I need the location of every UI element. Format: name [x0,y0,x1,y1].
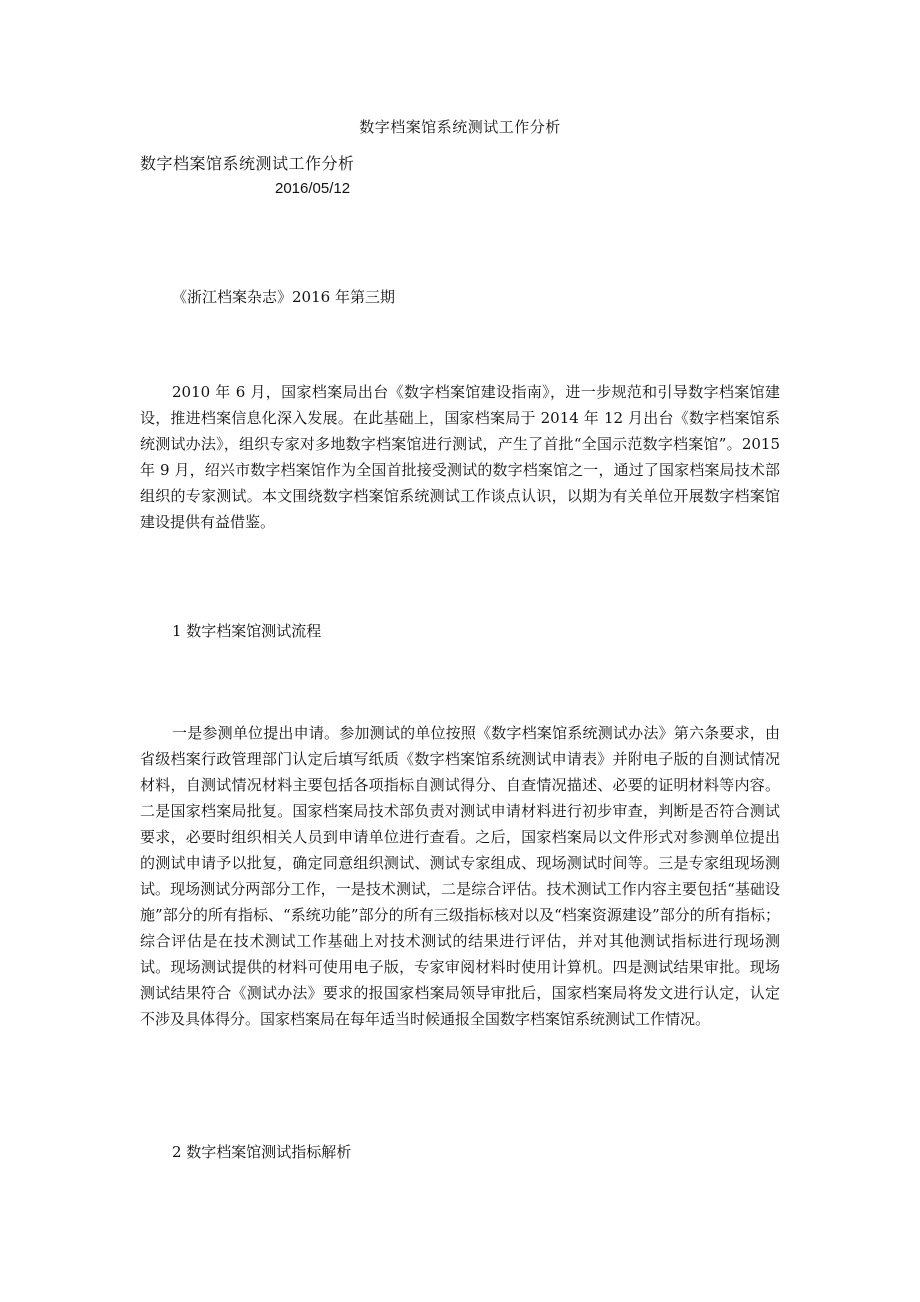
document-title: 数字档案馆系统测试工作分析 [359,118,561,136]
source-citation: 《浙江档案杂志》2016 年第三期 [172,288,395,306]
section-heading-2: 2 数字档案馆测试指标解析 [172,1143,352,1161]
publish-date: 2016/05/12 [275,180,351,197]
section-1-paragraph: 一是参测单位提出申请。参加测试的单位按照《数字档案馆系统测试办法》第六条要求，由省级档案行政管理部门认定后填写纸质《数字档案馆系统测试申请表》并附电子版的自测试情况材料，自测试情况材料主要包括各项指标自测试得分、自查情况描述、必要的证明材料等内容。二是国家档案局批复。国家档案局技术部负责对测试申请材料进行初步审查，判断是否符合测试要求，必要时组织相关人员到申请单位进行查看。之后，国家档案局以文件形式对参测单位提出的测试申请予以批复，确定同意组织测试、测试专家组成、现场测试时间等。三是专家组现场测试。现场测试分两部分工作，一是技术测试，二是综合评估。技术测试工作内容主要包括“基础设施”部分的所有指标、“系统功能”部分的所有三级指标核对以及“档案资源建设”部分的所有指标；综合评估是在技术测试工作基础上对技术测试的结果进行评估，并对其他测试指标进行现场测试。现场测试提供的材料可使用电子版，专家审阅材料时使用计算机。四是测试结果审批。现场测试结果符合《测试办法》要求的报国家档案局领导审批后，国家档案局将发文进行认定，认定不涉及具体得分。国家档案局在每年适当时候通报全国数字档案馆系统测试工作情况。 [140,724,780,1028]
intro-paragraph: 2010 年 6 月，国家档案局出台《数字档案馆建设指南》，进一步规范和引导数字档案馆建设，推进档案信息化深入发展。在此基础上，国家档案局于 2014 年 12 月出台《数字档案馆系统测试办法》，组织专家对多地数字档案馆进行测试，产生了首批“全国示范数字档案馆”。2015 年 9 月，绍兴市数字档案馆作为全国首批接受测试的数字档案馆之一，通过了国家档案局技术部组织的专家测试。本文围绕数字档案馆系统测试工作谈点认识，以期为有关单位开展数字档案馆建设提供有益借鉴。 [140,383,780,531]
article-title: 数字档案馆系统测试工作分析 [140,154,355,173]
section-heading-1: 1 数字档案馆测试流程 [172,622,322,640]
